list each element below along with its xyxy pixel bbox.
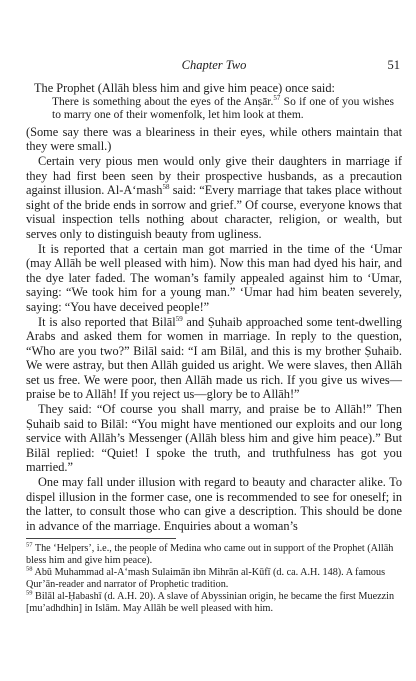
footnote-58 [26,567,402,591]
footnote-ref-59[interactable]: 59 [175,314,183,323]
paragraph-7: One may fall under illusion with regard to beauty and character alike. To dispel illusion in the former case, one is recommended to see for oneself; in the latter, to consult those who can give a description. This should be done in advance of the marriage. Enquiries about a woman’s [26,475,402,533]
quote-text: There is something about the eyes of the Anṣār. [52,95,274,108]
footnote-text: Bilāl al-Ḥabashī (d. A.H. 20). A slave of Abyssinian origin, he became the first Muezzin [mu’adhdhin] in Islām. May Allāh be well pleased with him. [26,591,395,614]
footnote-text: Abū Muhammad al-A‘mash Sulaimān ibn Mihrān al-Kūfī (d. ca. A.H. 148). A famous Qur’ān-reader and narrator of Prophetic tradition. [26,567,386,591]
paragraph-3-text: Certain very pious men would only give their daughters in marriage if they had first been seen by their prospective husbands, as a precaution against illusion. Al-A‘mash [26,153,402,198]
footnote-number: 57 [26,542,33,550]
paragraph-5-text-rest: and Ṣuhaib approached some tent-dwelling Arabs and asked them for women in marriage. In reply to the question, “Who are you two?” Bilāl said: “I am Bilāl, and this is my brother Ṣuhaib. We were astray, but then Allāh guided us aright. We were slaves, then Allāh set us free. We were poor, then Allāh made us rich. If you give us wives—praise be to Allāh! If you reject us—glory be to Allāh!” [26,314,402,402]
footnote-number: 58 [26,565,33,573]
paragraph-2: (Some say there was a bleariness in their eyes, while others maintain that they were small.) [26,124,402,154]
footnote-59 [26,591,402,615]
paragraph-5-text: It is also reported that Bilāl [38,314,176,329]
running-head [26,58,402,78]
footnote-text: The ‘Helpers’, i.e., the people of Medina who came out in support of the Prophet (Allāh bless him and give him peace). [26,543,394,567]
body-text [26,81,402,533]
footnotes [26,543,402,614]
paragraph-4: It is reported that a certain man got married in the time of the ‘Umar (may Allāh be well pleased with him). Now this man had dyed his hair, and the dye later faded. The woman’s family appealed against him to ‘Umar, saying: “We took him for a young man.” ‘Umar had him beaten severely, saying: “You have deceived people!” [26,241,402,314]
chapter-title: Chapter Two [181,58,247,72]
paragraph-5 [26,315,402,403]
paragraph-3-text-rest: said: “Every marriage that takes place without sight of the bride ends in sorrow and grief.” Of course, everyone knows that visual inspection tells nothing about character, religion, or wealth, but serves only to distinguish beauty from ugliness. [26,183,402,241]
footnote-ref-57[interactable]: 57 [273,93,281,102]
quote-text-rest: So if one of you wishes to marry one of their womenfolk, let him look at them. [52,95,394,122]
paragraph-1: The Prophet (Allāh bless him and give him peace) once said: [34,81,335,95]
footnote-ref-58[interactable]: 58 [162,183,170,192]
footnote-57 [26,543,402,567]
footnote-divider [26,538,176,539]
paragraph-6: They said: “Of course you shall marry, and praise be to Allāh!” Then Ṣuhaib said to Bilāl: “You might have mentioned our exploits and our long service with Allāh’s Messenger (Allāh bless him and give him peace).” But Bilāl replied: “Quiet! I spoke the truth, and truthfulness has got you married.” [26,402,402,475]
footnote-number: 59 [26,589,33,597]
paragraph-3 [26,154,402,242]
page-number: 51 [387,58,400,72]
hadith-quote [52,93,394,123]
